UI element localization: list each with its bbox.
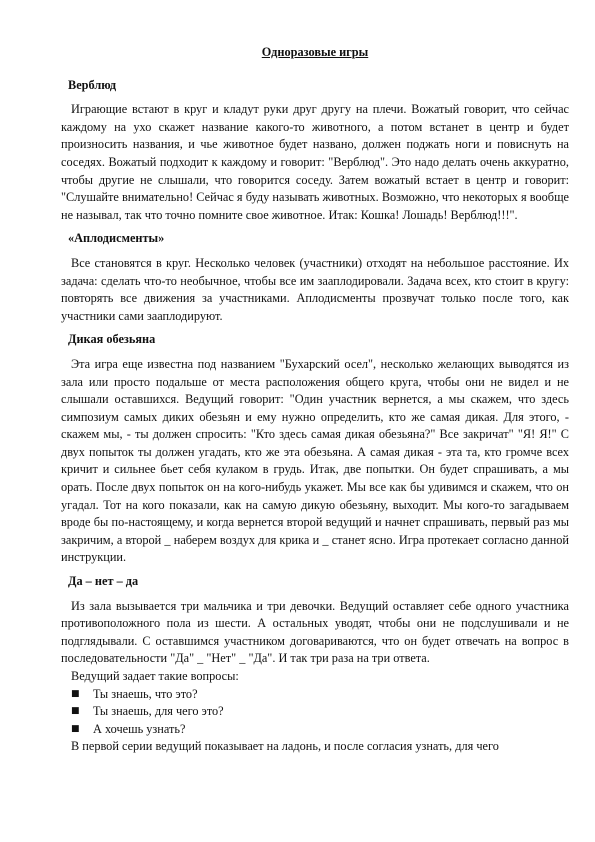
square-bullet-icon: ■ <box>71 688 80 699</box>
list-item <box>71 686 569 704</box>
section-heading: Да – нет – да <box>68 574 139 589</box>
section-heading: Верблюд <box>68 77 117 92</box>
question-text: Ты знаешь, для чего это? <box>93 704 224 719</box>
square-bullet-icon: ■ <box>71 706 80 717</box>
section-paragraph: Играющие встают в круг и кладут руки друг другу на плечи. Вожатый говорит, что сейчас каждому на ухо скажет название какого-то животного, а потом встанет в центр и будет произносить названия, и чье животное будет названо, должен поджать ноги и повиснуть на соседях. Вожатый подходит к каждому и говорит: "Верблюд". Это надо делать очень аккуратно, чтобы другие не слышали, что говорится соседу. Затем вожатый встает в центр и говорит: "Слушайте внимательно! Сейчас я буду называть животных. Возможно, что некоторых я вообще не называл, так что точно помните свое животное. Итак: Кошка! Лошадь! Верблюд!!!". <box>61 102 569 222</box>
closing-line: В первой серии ведущий показывает на ладонь, и после согласия узнать, для чего <box>71 739 499 754</box>
section-paragraph: Все становятся в круг. Несколько человек (участники) отходят на небольшое расстояние. Их задача: сделать что-то необычное, чтобы все им зааплодировали. Задача всех, кто стоит в кругу: повторять все движения за участниками. Аплодисменты прозвучат только после того, как участники сами зааплодируют. <box>61 255 569 323</box>
section-paragraph: Из зала вызывается три мальчика и три девочки. Ведущий оставляет себе одного участника противоположного пола из шести. А остальных уводят, чтобы они не подслушивали и не подглядывали. С оставшимся участником договариваются, что он будет отвечать на вопрос в последовательности "Да" _ "Нет" _ "Да". И так три раза на три ответа. <box>61 598 569 666</box>
questions-list <box>61 686 569 739</box>
section-applause <box>61 230 569 325</box>
questions-intro: Ведущий задает такие вопросы: <box>71 669 239 683</box>
list-item <box>71 721 569 739</box>
question-text: Ты знаешь, что это? <box>93 686 198 701</box>
section-camel <box>61 77 569 225</box>
section-heading: Дикая обезьяна <box>68 332 156 347</box>
square-bullet-icon: ■ <box>71 723 80 734</box>
section-wild-monkey <box>61 331 569 567</box>
question-text: А хочешь узнать? <box>93 721 186 736</box>
document-title: Одноразовые игры <box>261 45 369 59</box>
list-item <box>71 703 569 721</box>
section-paragraph: Эта игра еще известна под названием "Бухарский осел", несколько желающих выводятся из зала или просто подальше от места расположения общего круга, чтобы они не видел и не слышали оставшихся. Ведущий говорит: "Один участник вернется, а мы скажем, что здесь симпозиум самых диких обезьян и ему нужно определить, кто же самая дикая. Для этого, - скажем мы, - ты должен спросить: "Кто здесь самая дикая обезьяна?" Все закричат" "Я! Я!" С двух попыток ты должен угадать, кто же эта обезьяна. А самая дикая - эта та, кто громче всех кричит и сильнее бьет себя кулаком в грудь. Итак, две попытки. Он будет спрашивать, а мы орать. После двух попыток он на кого-нибудь укажет. Мы все как бы удивимся и скажем, что он угадал. Тот на кого показали, как на самую дикую обезьяну, выходит. Мы кого-то загадываем вроде бы по-настоящему, и когда вернется второй ведущий и начнет спрашивать, первый раз мы закричим, а второй _ наберем воздух для крика и _ станет ясно. Игра протекает согласно данной инструкции. <box>61 356 569 565</box>
section-yes-no-yes <box>61 573 569 756</box>
section-heading: «Аплодисменты» <box>68 231 165 246</box>
